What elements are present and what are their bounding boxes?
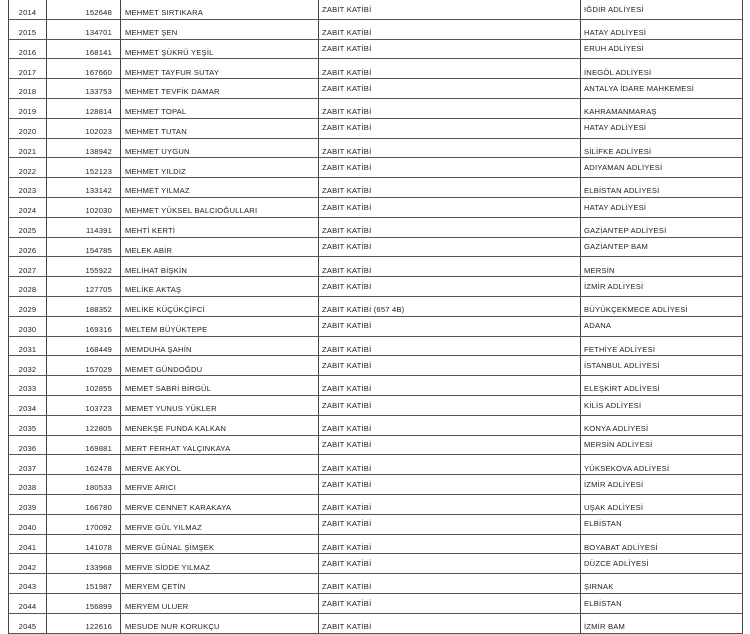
row-number-cell: 2038 (9, 475, 47, 495)
registry-number-cell: 166780 (47, 494, 121, 514)
institution-cell: MERSİN ADLİYESİ (581, 435, 743, 455)
registry-number-cell: 102855 (47, 376, 121, 396)
institution-cell: ADIYAMAN ADLİYESİ (581, 158, 743, 178)
institution-cell: ELBİSTAN (581, 514, 743, 534)
job-title-cell: ZABIT KATİBİ (319, 178, 581, 198)
row-number-cell: 2027 (9, 257, 47, 277)
row-number-cell: 2026 (9, 237, 47, 257)
row-number-cell: 2045 (9, 613, 47, 633)
row-number-cell: 2036 (9, 435, 47, 455)
job-title-cell: ZABIT KATİBİ (319, 514, 581, 534)
registry-number-cell: 122805 (47, 415, 121, 435)
full-name-cell: MELİHAT BİŞKİN (121, 257, 319, 277)
institution-cell: DÜZCE ADLİYESİ (581, 554, 743, 574)
registry-number-cell: 133142 (47, 178, 121, 198)
registry-number-cell: 138942 (47, 138, 121, 158)
full-name-cell: MEMET GÜNDOĞDU (121, 356, 319, 376)
table-row (9, 554, 743, 574)
full-name-cell: MERT FERHAT YALÇINKAYA (121, 435, 319, 455)
job-title-cell: ZABIT KATİBİ (319, 613, 581, 633)
institution-cell: SİLİFKE ADLİYESİ (581, 138, 743, 158)
job-title-cell: ZABIT KATİBİ (319, 19, 581, 39)
job-title-cell: ZABIT KATİBİ (319, 494, 581, 514)
row-number-cell: 2031 (9, 336, 47, 356)
registry-number-cell: 122616 (47, 613, 121, 633)
registry-number-cell: 169881 (47, 435, 121, 455)
registry-number-cell: 170092 (47, 514, 121, 534)
job-title-cell: ZABIT KATİBİ (319, 0, 581, 19)
registry-number-cell: 114391 (47, 217, 121, 237)
job-title-cell: ZABIT KATİBİ (319, 435, 581, 455)
institution-cell: KAHRAMANMARAŞ (581, 98, 743, 118)
institution-cell: İZMİR ADLİYESİ (581, 475, 743, 495)
table-body (9, 0, 743, 633)
full-name-cell: MELİKE AKTAŞ (121, 277, 319, 297)
institution-cell: HATAY ADLİYESİ (581, 197, 743, 217)
registry-number-cell: 128814 (47, 98, 121, 118)
row-number-cell: 2043 (9, 574, 47, 594)
registry-number-cell: 152123 (47, 158, 121, 178)
row-number-cell: 2017 (9, 59, 47, 79)
table-row (9, 494, 743, 514)
institution-cell: GAZİANTEP BAM (581, 237, 743, 257)
full-name-cell: MELEK ABİR (121, 237, 319, 257)
row-number-cell: 2020 (9, 118, 47, 138)
registry-number-cell: 102030 (47, 197, 121, 217)
row-number-cell: 2019 (9, 98, 47, 118)
row-number-cell: 2032 (9, 356, 47, 376)
institution-cell: ELEŞKİRT ADLİYESİ (581, 376, 743, 396)
full-name-cell: MEHMET UYGUN (121, 138, 319, 158)
full-name-cell: MEHMET SIRTIKARA (121, 0, 319, 19)
job-title-cell: ZABIT KATİBİ (319, 39, 581, 59)
institution-cell: ANTALYA İDARE MAHKEMESİ (581, 79, 743, 99)
institution-cell: İZMİR BAM (581, 613, 743, 633)
job-title-cell: ZABIT KATİBİ (319, 455, 581, 475)
job-title-cell: ZABIT KATİBİ (319, 395, 581, 415)
row-number-cell: 2022 (9, 158, 47, 178)
job-title-cell: ZABIT KATİBİ (319, 534, 581, 554)
full-name-cell: MELİKE KÜÇÜKÇİFCİ (121, 296, 319, 316)
table-row (9, 98, 743, 118)
registry-number-cell: 127705 (47, 277, 121, 297)
row-number-cell: 2037 (9, 455, 47, 475)
job-title-cell: ZABIT KATİBİ (319, 138, 581, 158)
table-row (9, 79, 743, 99)
institution-cell: FETHİYE ADLİYESİ (581, 336, 743, 356)
table-row (9, 336, 743, 356)
table-row (9, 138, 743, 158)
institution-cell: YÜKSEKOVA ADLİYESİ (581, 455, 743, 475)
full-name-cell: MERVE CENNET KARAKAYA (121, 494, 319, 514)
table-row (9, 356, 743, 376)
job-title-cell: ZABIT KATİBİ (657 4B) (319, 296, 581, 316)
full-name-cell: MEHMET TUTAN (121, 118, 319, 138)
full-name-cell: MEHMET YÜKSEL BALCIOĞULLARI (121, 197, 319, 217)
table-row (9, 237, 743, 257)
full-name-cell: MESUDE NUR KORUKÇU (121, 613, 319, 633)
table-row (9, 158, 743, 178)
job-title-cell: ZABIT KATİBİ (319, 79, 581, 99)
institution-cell: ERUH ADLİYESİ (581, 39, 743, 59)
institution-cell: KONYA ADLİYESİ (581, 415, 743, 435)
table-row (9, 514, 743, 534)
table-row (9, 316, 743, 336)
institution-cell: GAZİANTEP ADLİYESİ (581, 217, 743, 237)
registry-number-cell: 168449 (47, 336, 121, 356)
table-row (9, 19, 743, 39)
full-name-cell: MELTEM BÜYÜKTEPE (121, 316, 319, 336)
institution-cell: MERSİN (581, 257, 743, 277)
institution-cell: UŞAK ADLİYESİ (581, 494, 743, 514)
full-name-cell: MEHMET TOPAL (121, 98, 319, 118)
row-number-cell: 2030 (9, 316, 47, 336)
full-name-cell: MEHMET YILDIZ (121, 158, 319, 178)
table-row (9, 277, 743, 297)
full-name-cell: MEHMET TEVFİK DAMAR (121, 79, 319, 99)
job-title-cell: ZABIT KATİBİ (319, 217, 581, 237)
row-number-cell: 2029 (9, 296, 47, 316)
full-name-cell: MEHMET YILMAZ (121, 178, 319, 198)
registry-number-cell: 162478 (47, 455, 121, 475)
full-name-cell: MENEKŞE FUNDA KALKAN (121, 415, 319, 435)
registry-number-cell: 180533 (47, 475, 121, 495)
job-title-cell: ZABIT KATİBİ (319, 376, 581, 396)
row-number-cell: 2035 (9, 415, 47, 435)
table-row (9, 296, 743, 316)
row-number-cell: 2034 (9, 395, 47, 415)
job-title-cell: ZABIT KATİBİ (319, 237, 581, 257)
row-number-cell: 2025 (9, 217, 47, 237)
full-name-cell: MERVE GÜL YILMAZ (121, 514, 319, 534)
institution-cell: KİLİS ADLİYESİ (581, 395, 743, 415)
registry-number-cell: 156899 (47, 593, 121, 613)
table-row (9, 59, 743, 79)
row-number-cell: 2041 (9, 534, 47, 554)
full-name-cell: MERYEM ULUER (121, 593, 319, 613)
row-number-cell: 2015 (9, 19, 47, 39)
table-row (9, 475, 743, 495)
registry-number-cell: 169316 (47, 316, 121, 336)
institution-cell: İZMİR ADLİYESİ (581, 277, 743, 297)
table-row (9, 534, 743, 554)
table-row (9, 39, 743, 59)
row-number-cell: 2028 (9, 277, 47, 297)
full-name-cell: MEHMET TAYFUR SUTAY (121, 59, 319, 79)
full-name-cell: MEMET YUNUS YÜKLER (121, 395, 319, 415)
registry-number-cell: 134701 (47, 19, 121, 39)
table-row (9, 593, 743, 613)
registry-number-cell: 133968 (47, 554, 121, 574)
row-number-cell: 2042 (9, 554, 47, 574)
table-row (9, 118, 743, 138)
institution-cell: ŞIRNAK (581, 574, 743, 594)
job-title-cell: ZABIT KATİBİ (319, 197, 581, 217)
job-title-cell: ZABIT KATİBİ (319, 356, 581, 376)
registry-number-cell: 155922 (47, 257, 121, 277)
row-number-cell: 2033 (9, 376, 47, 396)
row-number-cell: 2021 (9, 138, 47, 158)
table-row (9, 395, 743, 415)
job-title-cell: ZABIT KATİBİ (319, 316, 581, 336)
registry-number-cell: 133753 (47, 79, 121, 99)
registry-number-cell: 102023 (47, 118, 121, 138)
row-number-cell: 2039 (9, 494, 47, 514)
job-title-cell: ZABIT KATİBİ (319, 554, 581, 574)
full-name-cell: MEMDUHA ŞAHİN (121, 336, 319, 356)
table-row (9, 0, 743, 19)
full-name-cell: MEHMET ŞEN (121, 19, 319, 39)
full-name-cell: MERVE ARICI (121, 475, 319, 495)
full-name-cell: MERYEM ÇETİN (121, 574, 319, 594)
job-title-cell: ZABIT KATİBİ (319, 158, 581, 178)
full-name-cell: MEHTİ KERTİ (121, 217, 319, 237)
institution-cell: HATAY ADLİYESİ (581, 118, 743, 138)
job-title-cell: ZABIT KATİBİ (319, 574, 581, 594)
job-title-cell: ZABIT KATİBİ (319, 593, 581, 613)
registry-number-cell: 167660 (47, 59, 121, 79)
registry-number-cell: 168141 (47, 39, 121, 59)
institution-cell: BÜYÜKÇEKMECE ADLİYESİ (581, 296, 743, 316)
job-title-cell: ZABIT KATİBİ (319, 98, 581, 118)
table-row (9, 574, 743, 594)
table-row (9, 455, 743, 475)
institution-cell: HATAY ADLİYESİ (581, 19, 743, 39)
job-title-cell: ZABIT KATİBİ (319, 336, 581, 356)
full-name-cell: MEMET SABRİ BİRGÜL (121, 376, 319, 396)
institution-cell: ELBİSTAN ADLİYESİ (581, 178, 743, 198)
table-row (9, 613, 743, 633)
row-number-cell: 2014 (9, 0, 47, 19)
job-title-cell: ZABIT KATİBİ (319, 475, 581, 495)
row-number-cell: 2044 (9, 593, 47, 613)
document-page (8, 0, 742, 634)
personnel-table (8, 0, 743, 634)
row-number-cell: 2018 (9, 79, 47, 99)
institution-cell: IĞDIR ADLİYESİ (581, 0, 743, 19)
institution-cell: ELBİSTAN (581, 593, 743, 613)
institution-cell: İSTANBUL ADLİYESİ (581, 356, 743, 376)
job-title-cell: ZABIT KATİBİ (319, 277, 581, 297)
row-number-cell: 2023 (9, 178, 47, 198)
row-number-cell: 2024 (9, 197, 47, 217)
row-number-cell: 2040 (9, 514, 47, 534)
table-row (9, 435, 743, 455)
registry-number-cell: 103723 (47, 395, 121, 415)
table-row (9, 257, 743, 277)
registry-number-cell: 188352 (47, 296, 121, 316)
table-row (9, 376, 743, 396)
job-title-cell: ZABIT KATİBİ (319, 118, 581, 138)
full-name-cell: MERVE GÜNAL ŞİMŞEK (121, 534, 319, 554)
registry-number-cell: 151987 (47, 574, 121, 594)
registry-number-cell: 141078 (47, 534, 121, 554)
job-title-cell: ZABIT KATİBİ (319, 257, 581, 277)
institution-cell: İNEGÖL ADLİYESİ (581, 59, 743, 79)
full-name-cell: MEHMET ŞÜKRÜ YEŞİL (121, 39, 319, 59)
table-row (9, 415, 743, 435)
job-title-cell: ZABIT KATİBİ (319, 415, 581, 435)
table-row (9, 197, 743, 217)
table-row (9, 217, 743, 237)
institution-cell: ADANA (581, 316, 743, 336)
registry-number-cell: 157029 (47, 356, 121, 376)
institution-cell: BOYABAT ADLİYESİ (581, 534, 743, 554)
row-number-cell: 2016 (9, 39, 47, 59)
full-name-cell: MERVE AKYOL (121, 455, 319, 475)
registry-number-cell: 152648 (47, 0, 121, 19)
registry-number-cell: 154785 (47, 237, 121, 257)
table-row (9, 178, 743, 198)
full-name-cell: MERVE SİDDE YILMAZ (121, 554, 319, 574)
job-title-cell: ZABIT KATİBİ (319, 59, 581, 79)
